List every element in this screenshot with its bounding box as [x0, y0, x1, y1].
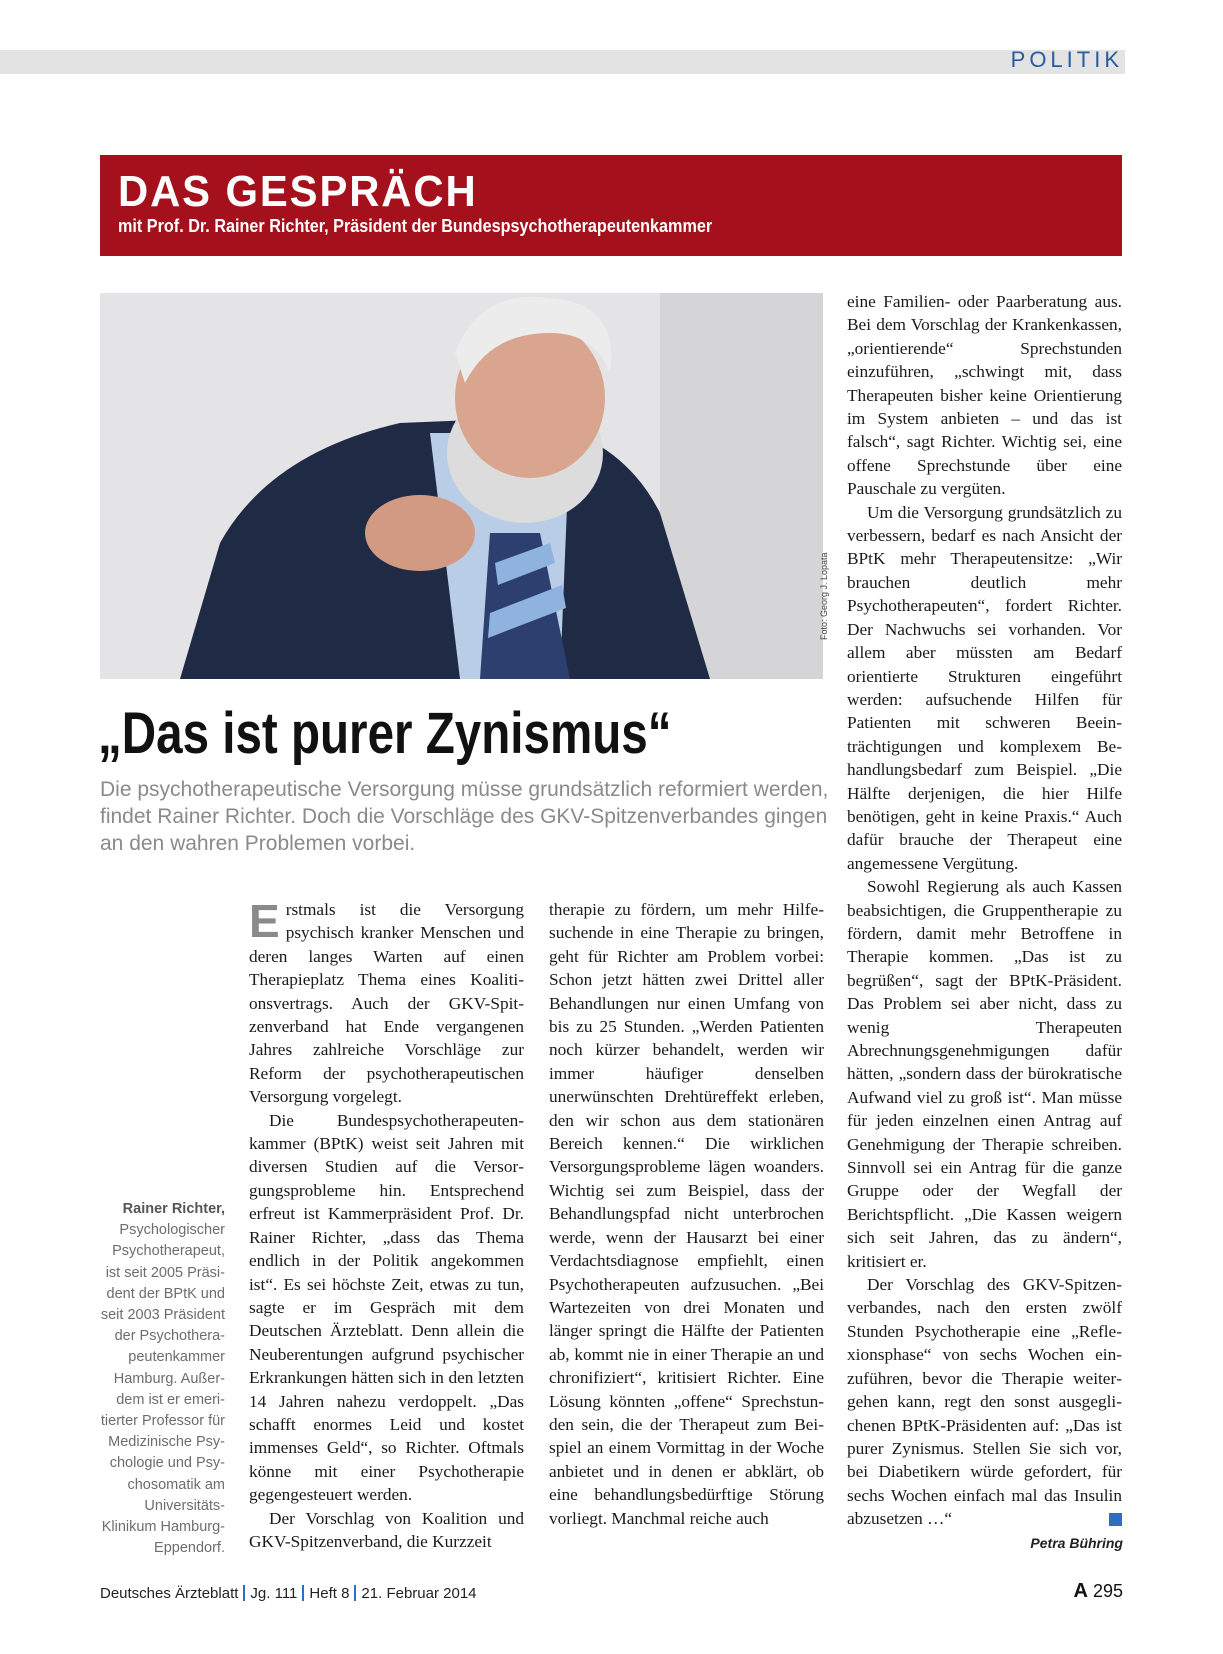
- portrait-photo: [100, 293, 823, 679]
- end-mark-icon: [1109, 1513, 1122, 1526]
- article-paragraph: therapie zu fördern, um mehr Hilfesuchende in eine Therapie zu bringen, geht für Richter am Problem vorbei: Schon jetzt hätten zwei Drittel aller Behandlungen nur einen Umfang von bis zu 25 Stunden. „Werden Patienten noch kürzer behandelt, werden wir immer häufiger denselben unerwünschten Drehtüreffekt erleben, den wir schon aus dem stationären Bereich kennen.“ Die wirklichen Versorgungsprobleme lägen woanders. Wichtig sei zum Beispiel, dass der Behandlungspfad nicht unterbrochen werde, wenn der Hausarzt bei einer Verdachtsdiagnose empfiehlt, einen Psychotherapeuten aufzusuchen. „Bei Wartezeiten von drei Monaten und länger springt die Hälfte der Patienten ab, kommt nie in einer Therapie an und chronifiziert“, kritisiert Richter. Eine Lösung könnten „offene“ Sprechstunden sein, die der Therapeut zum Beispiel an einem Vormittag in der Woche anbietet und in denen er abklärt, ob eine behandlungsbedürftige Störung vorliegt. Manchmal reiche auch: [549, 900, 824, 1528]
- footer-separator: [302, 1585, 304, 1601]
- banner-subtitle: mit Prof. Dr. Rainer Richter, Präsident der Bundespsychotherapeutenkammer: [118, 216, 713, 236]
- page-number-value: 295: [1092, 1581, 1123, 1601]
- article-paragraph: eine Familien- oder Paarberatung aus. Bei dem Vorschlag der Krankenkassen, „orientierende“ Sprechstunden einzuführen, „schwingt mit, dass Therapeuten bisher keine Orientierung im System anbieten – und das ist falsch“, sagt Richter. Wichtig sei, eine offene Sprechstunde über eine Pauschale zu vergüten.: [847, 292, 1122, 499]
- photo-caption: [100, 1199, 225, 1559]
- article-paragraph: Sowohl Regierung als auch Kassen beabsichtigen, die Gruppentherapie zu fördern, damit mehr Betroffene in Therapie kommen. „Das ist zu begrüßen“, sagt der BPtK-Präsident. Das Problem sei aber nicht, dass zu wenig Therapeuten Abrechnungsgenehmigungen dafür hätten, „sondern dass der bürokratische Aufwand viel zu groß ist“. Man müsse für jeden einzelnen einen Antrag auf Genehmigung der Therapie schreiben. Sinnvoll sei ein Antrag für die ganze Gruppe oder der Wegfall der Berichtspflicht. „Die Kassen weigern sich seit Jahren, das zu ändern“, kritisiert er.: [847, 877, 1122, 1271]
- drop-cap: E: [249, 895, 280, 947]
- article-paragraph: Die Bundespsychotherapeutenkammer (BPtK) weist seit Jahren mit diversen Studien auf die Versorgungsprobleme hin. Entsprechend erfreut ist Kammerpräsident Prof. Dr. Rainer Richter, „dass das Thema endlich in der Politik angekommen ist“. Es sei höchste Zeit, etwas zu tun, sagte er im Gespräch mit dem Deutschen Ärzteblatt. Denn allein die Neuberentungen aufgrund psychischer Erkrankungen hätten sich in den letzten 14 Jahren nahezu verdoppelt. „Das schafft enormes Leid und kostet immenses Geld“, so Richter. Oftmals könne mit einer Psychotherapie gegengesteuert werden.: [249, 1110, 524, 1505]
- caption-text: Psychologischer Psychotherapeut, ist seit 2005 Präsident der BPtK und seit 2003 Präsident der Psychotherapeutenkammer Hamburg. Außerdem ist er emeritierter Professor für Medizinische Psychologie und Psychosomatik am Universitäts-Klinikum Hamburg-Eppendorf.: [100, 1222, 225, 1557]
- caption-name: Rainer Richter,: [122, 1201, 225, 1217]
- journal-name: Deutsches Ärzteblatt: [100, 1585, 239, 1602]
- journal-issue: Heft 8: [309, 1585, 350, 1602]
- footer-separator: [243, 1585, 245, 1601]
- article-column-3: [847, 290, 1122, 1531]
- article-column-2: [549, 898, 824, 1530]
- section-label: POLITIK: [1010, 47, 1123, 72]
- article-paragraph: Der Vorschlag von Koalition und GKV-Spitzenverband, die Kurzzeit: [249, 1508, 524, 1551]
- banner-title: DAS GESPRÄCH: [118, 167, 478, 216]
- paragraph-text: Der Vorschlag des GKV-Spitzenverbandes, nach den ersten zwölf Stunden Psychotherapie eine „Reflexionsphase“ von sechs Wochen einzuführen, bevor die Therapie weitergehen kann, regt den sonst ausgeglichenen BPtK-Präsidenten auf: „Das ist purer Zynismus. Stellen Sie sich vor, bei Diabetikern würde gefordert, für sechs Wochen einfach mal das Insulin abzusetzen …“: [847, 1275, 1122, 1529]
- article-paragraph: Um die Versorgung grundsätzlich zu verbessern, bedarf es nach Ansicht der BPtK mehr Therapeutensitze: „Wir brauchen deutlich mehr Psychotherapeuten“, fordert Richter. Der Nachwuchs sei vorhanden. Vor allem aber müssten am Bedarf orientierte Strukturen eingeführt werden: aufsuchende Hilfen für Patienten mit schweren Beeinträchtigungen und komplexem Behandlungsbedarf zum Beispiel. „Die Hälfte derjenigen, die hier Hilfe benötigen, geht in keine Praxis.“ Auch dafür brauche der Therapeut eine angemessene Vergütung.: [847, 502, 1122, 873]
- article-author: Petra Bühring: [1030, 1535, 1123, 1551]
- article-lead: Die psychotherapeutische Versorgung müsse grundsätzlich reformiert werden, findet Rainer Richter. Doch die Vorschläge des GKV-Spitzenverbandes gingen an den wahren Problemen vorbei.: [100, 778, 829, 855]
- article-paragraph: [249, 895, 524, 1109]
- page-footer: [100, 1585, 477, 1602]
- interview-banner: [100, 155, 1122, 256]
- photo-credit: Foto: Georg J. Lopata: [819, 552, 829, 640]
- footer-separator: [354, 1585, 356, 1601]
- journal-date: 21. Februar 2014: [361, 1585, 477, 1602]
- portrait-illustration: [100, 293, 823, 679]
- page-number: [1073, 1580, 1123, 1603]
- header-rule: [0, 50, 1125, 74]
- journal-volume: Jg. 111: [250, 1585, 298, 1602]
- article-paragraph: [847, 1273, 1122, 1530]
- article-column-1: [249, 895, 524, 1553]
- page-prefix: A: [1073, 1580, 1088, 1602]
- paragraph-text: rstmals ist die Versorgung psychisch kranker Menschen und deren langes Warten auf einen Therapieplatz Thema eines Koalitionsvertrags. Auch der GKV-Spitzenverband hat Ende vergangenen Jahres zahlreiche Vorschläge zur Reform der psychotherapeutischen Versorgung vorgelegt.: [249, 900, 524, 1107]
- article-headline: „Das ist purer Zynismus“: [98, 701, 672, 766]
